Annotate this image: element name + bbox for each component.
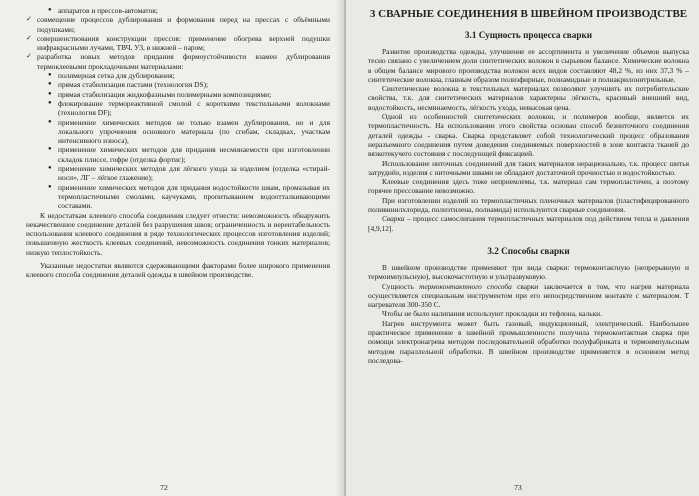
bullet-dot-icon: ● [48,81,52,88]
paragraph: При изготовлении изделий из термопластичных пленочных материалов (пластифицированного поливинилхлорида, полиэтилена, полиамида) используются сварные соединения. [368,195,689,215]
bullet-dot-icon: ● [48,183,52,190]
bullet-dot-icon: ● [48,146,52,153]
checkmark-icon: ✓ [26,33,32,42]
paragraph: Использование ниточных соединений для таких материалов нерационально, т.к. процесс шитья затруднён, изделия с ниточными швами не обладают достаточной прочностью и водостойкостью. [368,158,689,177]
list-item: ● применение химических методов для лёгкого ухода за изделием (отделка «стирай-носи», ЛГ – лёгкое глажение); [48,164,330,183]
list-item: ● флокирование термореактивной смолой с короткими текстильными волокнами (технология DF); [48,98,330,118]
paragraph: В швейном производстве применяют три вида сварки: термоконтактную (непрерывную и термоимпульсную), высокочастотную и ультразвуковую. [368,262,689,282]
list-item: ● применение химических методов для придания водостойкости швам, промазывая их термопластичными смолами, каучуками, пропитыванием водоотталкивающими составами. [48,182,330,211]
sub-list [26,71,330,210]
bullet-dot-icon: ● [48,72,52,79]
list-item: ● аппаратов и прессов-автоматов; [48,6,158,15]
paragraph: Развитие производства одежды, улучшение ее ассортимента и увеличение объемов выпуска тесно связано с увеличением доли синтетических волокон в сырьевом балансе. Химические волокна в общем балансе мирового производства волокон всех видов составляют 48,2 %, из них 37,3 % – синтетические волокна, главным образом полиэфирные, полиамидные и полиакрилонитрильные. [368,47,689,84]
list-item: ✓ совмещение процессов дублирования и формования перед на прессах с объёмными подушками; [26,15,330,34]
list-item: ● применение химических методов для придания несминаемости при изготовлении складок плиссе, гофре (отделка фортис); [48,145,330,164]
list-item: ● прямая стабилизация пастами (технология DS); [48,80,209,90]
paragraph: Нагрев инструмента может быть газовый, индукционный, электрический. Наибольшее практическое применение в швейной промышленности получила термоконтактная сварка при помощи электронагрева методом последовательной обработки полуфабриката и термоимпульсным методом параллельной обработки. В швейном производстве применяется в основном метод последова- [368,318,689,365]
section-title: 3.2 Способы сварки [487,245,570,256]
paragraph: Синтетические волокна в текстильных материалах позволяют улучшить их потребительские свойства, т.к. для синтетических материалов характерны лёгкость, красивый внешний вид, водостойкость, несминаемость, лёгкость ухода, невысокая цена. [368,84,689,112]
checkmark-icon: ✓ [26,52,32,61]
list-item: ● полимерная сетка для дублирования; [48,71,175,81]
list-item: ✓ совершенствования конструкции прессов: применение обогрева верхней подушки инфракрасными лучами, ТВЧ, УЗ, в нижней – паром; [26,33,330,53]
bullet-dot-icon: ● [48,118,52,125]
paragraph: Одной из особенностей синтетических волокон, и полимеров вообще, является их термопластичность. На использовании этого свойства основан способ безниточного соединения деталей одежды - сварка. Сварка представляет собой технологический процесс образования неразъемного соединения путем доведения соединяемых поверхностей в зоне контакта тканей до вязкотекучего состояния с последующей фиксацией. [368,112,689,159]
bullet-dot-icon: ● [48,165,52,172]
list-item: ✓ разработка новых методов придания формоустойчивости взамен дублирования термоклеевыми прокладочными материалами: [26,52,330,71]
section-title: 3.1 Сущность процесса сварки [464,30,593,40]
paragraph: Клеевые соединения здесь тоже неприемлемы, т.к. материал сам термопластичен, а поэтому горячее прессование невозможно. [368,177,689,196]
chapter-title: 3 СВАРНЫЕ СОЕДИНЕНИЯ В ШВЕЙНОМ ПРОИЗВОДСТВЕ [369,8,688,20]
page-number: 72 [160,483,168,492]
definition-paragraph: Сварка – процесс самослипания термопластичных материалов под действием тепла и давления [4,9,12]. [368,214,689,233]
list-item: ● прямая стабилизация жидкофазными полимерными композициями; [48,89,272,99]
definition-term: Сварка [382,214,405,224]
bullet-dot-icon: ● [48,90,52,97]
checkmark-icon: ✓ [26,15,32,24]
bullet-dot-icon: ● [48,99,52,106]
bullet-dot-icon: ● [48,7,52,13]
page-number: 73 [514,483,522,492]
list-item: ● применение химических методов не только взамен дублирования, но и для локального упрочнения основного материала (по сгибам, складках, участкам интенсивного износа), [48,117,330,146]
paragraph: Сущность термоконтактного способа сварки заключается в том, что нагрев материала осуществляется специальным инструментом при его непосредственном контакте с материалом. Т нагревателя 300-350 С. [368,281,689,310]
paragraph: Чтобы не было налипания используют прокладки из тефлона, кальки. [382,309,602,319]
top-list [26,6,330,71]
paragraph-conclusion: Указанные недостатки являются сдерживающими факторами более широкого применения клеевого способа соединения деталей одежды в швейном производстве. [26,261,330,280]
left-page [0,0,344,496]
term-italic: термоконтактного способа [419,281,512,291]
paragraph-disadvantages: К недостаткам клеевого способа соединения следует отнести: невозможность обнаружить некачественное соединение деталей без разрушения швов; ограниченность и нерентабельность использования клеевого соединения в ряде технологических процессов изготовления изделий; повышенную жесткость клеевых соединений, невозможность соединения тонких материалов; низкую теплостойкость. [26,210,330,257]
right-page [346,0,699,496]
